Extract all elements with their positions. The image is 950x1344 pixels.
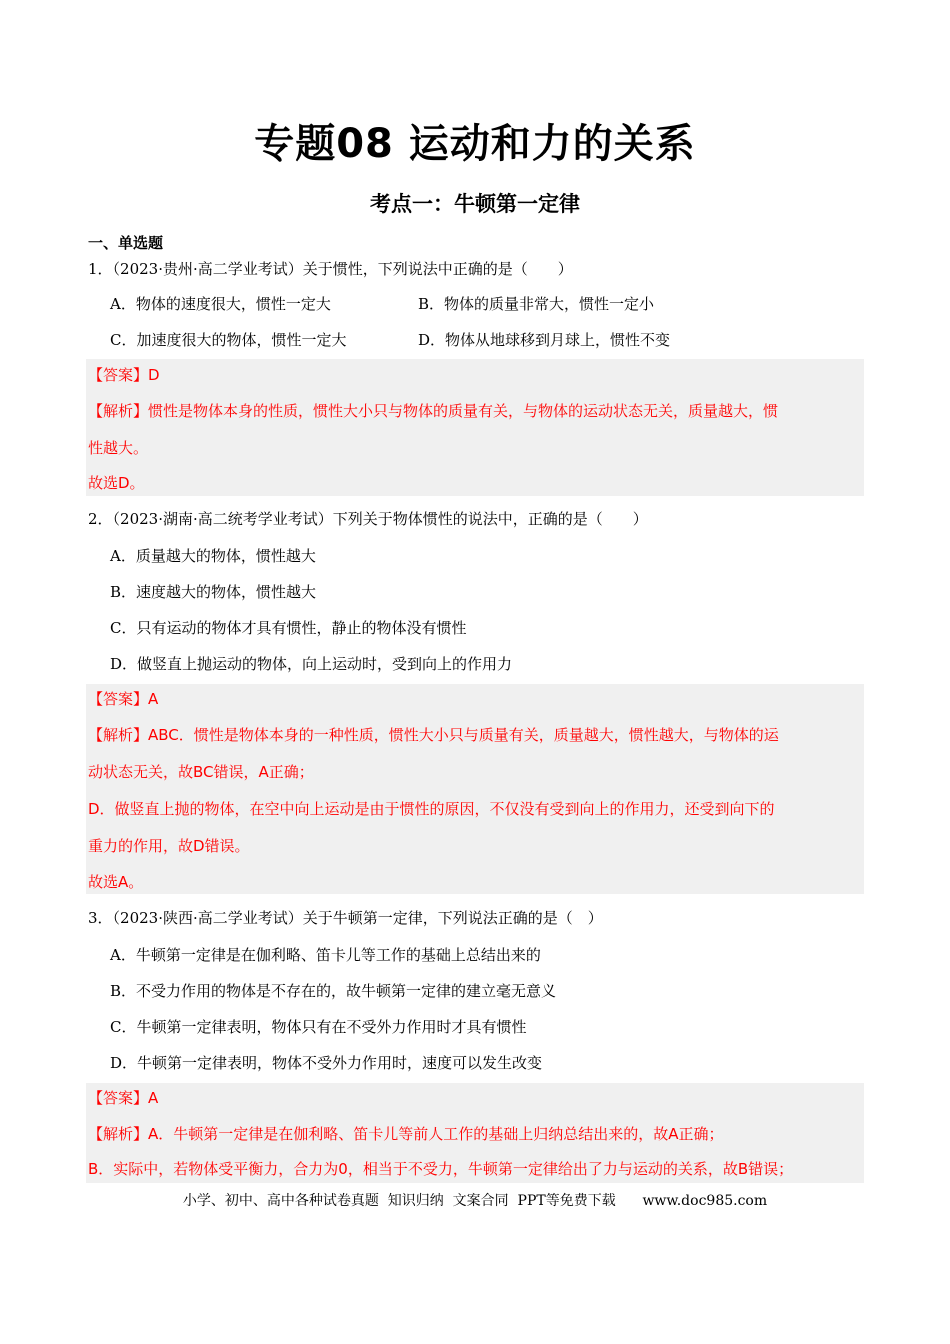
question-3-answer: 【答案】A — [88, 1089, 159, 1107]
question-2-answer-box — [86, 684, 864, 894]
page-footer: 小学、初中、高中各种试卷真题 知识归纳 文案合同 PPT等免费下载 www.doc985.com — [182, 1193, 768, 1209]
section-heading: 一、单选题 — [88, 234, 164, 252]
question-3-option-a: A．牛顿第一定律是在伽利略、笛卡儿等工作的基础上总结出来的 — [110, 946, 541, 964]
question-2-analysis-line: 动状态无关，故BC错误，A正确； — [88, 763, 314, 781]
question-2-analysis-line: 【解析】ABC．惯性是物体本身的一种性质，惯性大小只与质量有关，质量越大，惯性越大，与物体的运 — [88, 726, 779, 744]
question-3-stem: 3．（2023·陕西·高二学业考试）关于牛顿第一定律，下列说法正确的是（ ） — [88, 909, 603, 927]
question-3-option-b: B．不受力作用的物体是不存在的，故牛顿第一定律的建立毫无意义 — [110, 982, 557, 1000]
question-2-option-b: B．速度越大的物体，惯性越大 — [110, 583, 317, 601]
question-1-option-c: C．加速度很大的物体，惯性一定大 — [110, 331, 347, 349]
question-1-option-d: D．物体从地球移到月球上，惯性不变 — [418, 331, 671, 349]
question-2-option-a: A．质量越大的物体，惯性越大 — [110, 547, 316, 565]
page-title: 专题08 运动和力的关系 — [254, 121, 696, 167]
question-2-option-d: D．做竖直上抛运动的物体，向上运动时，受到向上的作用力 — [110, 655, 513, 673]
question-1-analysis-line: 【解析】惯性是物体本身的性质，惯性大小只与物体的质量有关，与物体的运动状态无关，质量越大，惯 — [88, 402, 779, 420]
question-2-analysis-line: 重力的作用，故D错误。 — [88, 837, 250, 855]
question-1-option-a: A．物体的速度很大，惯性一定大 — [110, 295, 331, 313]
question-3-option-d: D．牛顿第一定律表明，物体不受外力作用时，速度可以发生改变 — [110, 1054, 543, 1072]
question-1-answer: 【答案】D — [88, 366, 160, 384]
question-3-answer-box — [86, 1083, 864, 1183]
question-2-answer: 【答案】A — [88, 690, 159, 708]
topic-subtitle: 考点一：牛顿第一定律 — [370, 192, 580, 216]
question-3-analysis-line: B．实际中，若物体受平衡力，合力为0，相当于不受力，牛顿第一定律给出了力与运动的关系，故B错误； — [88, 1160, 794, 1178]
question-2-analysis-line: 故选A。 — [88, 873, 144, 891]
question-3-option-c: C．牛顿第一定律表明，物体只有在不受外力作用时才具有惯性 — [110, 1018, 527, 1036]
question-1-option-b: B．物体的质量非常大，惯性一定小 — [418, 295, 655, 313]
question-1-answer-box — [86, 359, 864, 496]
question-1-analysis-line: 性越大。 — [88, 439, 149, 457]
question-2-analysis-line: D．做竖直上抛的物体，在空中向上运动是由于惯性的原因，不仅没有受到向上的作用力，还受到向下的 — [88, 800, 775, 818]
question-1-analysis-line: 故选D。 — [88, 474, 145, 492]
question-2-option-c: C．只有运动的物体才具有惯性，静止的物体没有惯性 — [110, 619, 467, 637]
question-3-analysis-line: 【解析】A．牛顿第一定律是在伽利略、笛卡儿等前人工作的基础上归纳总结出来的，故A正确； — [88, 1125, 724, 1143]
question-1-stem: 1．（2023·贵州·高二学业考试）关于惯性，下列说法中正确的是（ ） — [88, 260, 573, 278]
question-2-stem: 2．（2023·湖南·高二统考学业考试）下列关于物体惯性的说法中，正确的是（ ） — [88, 510, 648, 528]
